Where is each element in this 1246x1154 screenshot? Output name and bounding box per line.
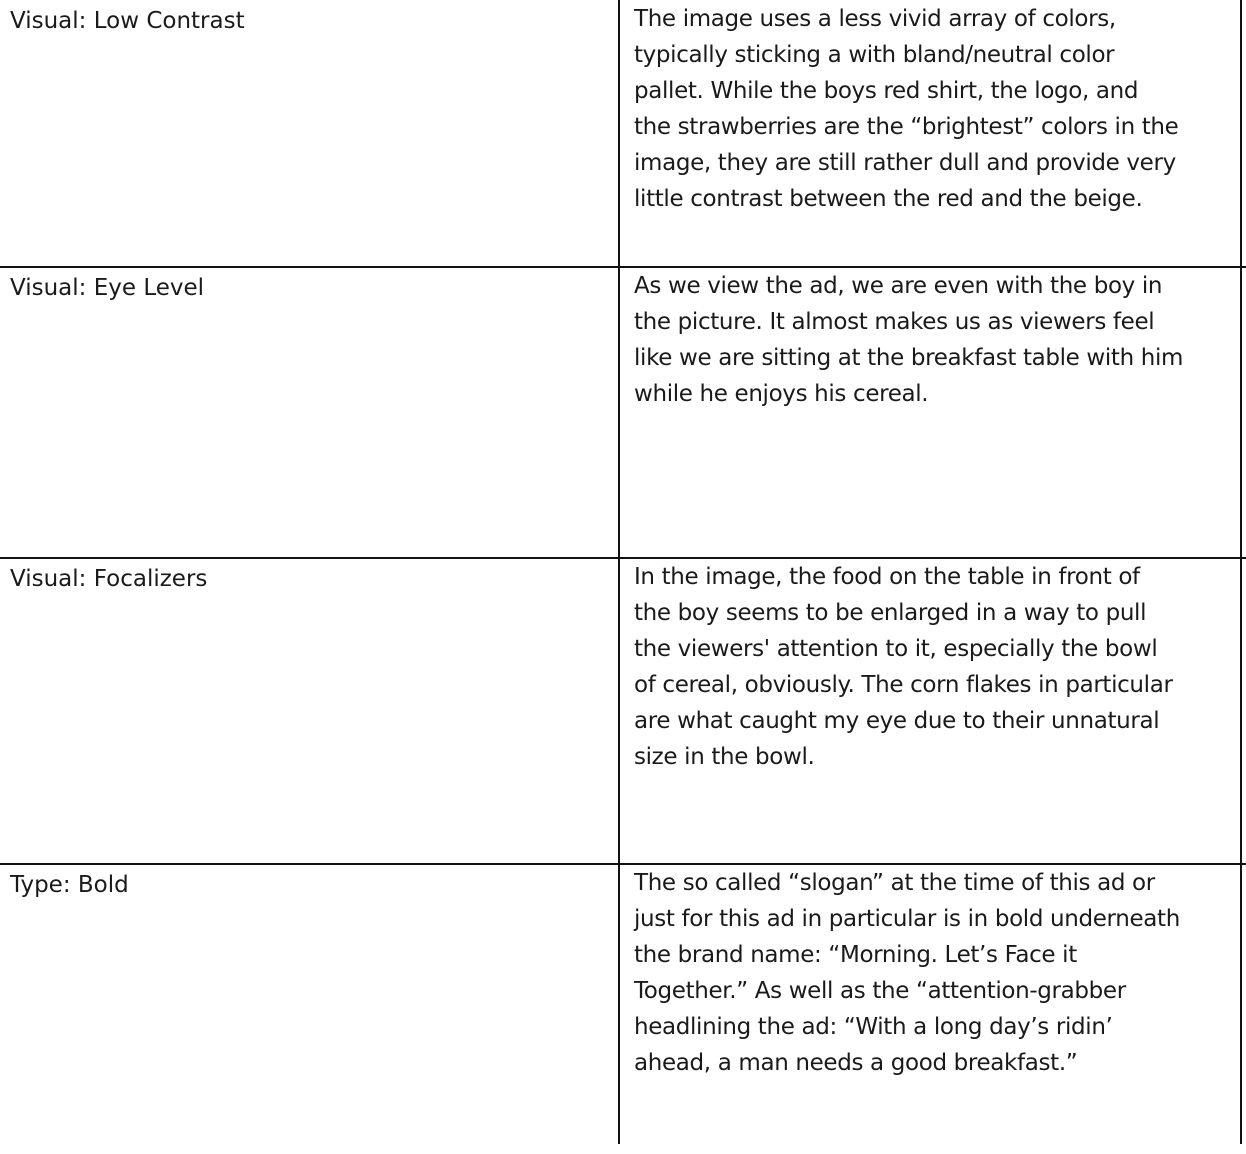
row-description: The so called “slogan” at the time of this ad or just for this ad in particular is in bold underneath the brand name: “Morning. Let’s Face it Together.” As well as the “attention-grabber headlining the ad: “With a long day’s ridin’ ahead, a man needs a good breakfast.” bbox=[634, 870, 1180, 1076]
row-label: Type: Bold bbox=[10, 872, 129, 898]
table-row bbox=[0, 558, 1246, 864]
table-row bbox=[0, 267, 1246, 558]
row-label: Visual: Eye Level bbox=[10, 275, 205, 301]
row-divider bbox=[0, 863, 1246, 865]
row-divider bbox=[0, 557, 1246, 559]
column-divider bbox=[618, 0, 620, 1144]
table-row bbox=[0, 0, 1246, 267]
table-row bbox=[0, 864, 1246, 1154]
row-divider bbox=[0, 266, 1246, 268]
row-description: The image uses a less vivid array of colors, typically sticking a with bland/neutral color pallet. While the boys red shirt, the logo, and the strawberries are the “brightest” colors in the image, they are still rather dull and provide very little contrast between the red and the beige. bbox=[634, 6, 1179, 212]
row-label: Visual: Focalizers bbox=[10, 566, 208, 592]
table-right-border bbox=[1240, 0, 1242, 1144]
row-label: Visual: Low Contrast bbox=[10, 8, 245, 34]
row-description: In the image, the food on the table in front of the boy seems to be enlarged in a way to pull the viewers' attention to it, especially the bowl of cereal, obviously. The corn flakes in particular are what caught my eye due to their unnatural size in the bowl. bbox=[634, 564, 1173, 770]
row-description: As we view the ad, we are even with the boy in the picture. It almost makes us as viewers feel like we are sitting at the breakfast table with him while he enjoys his cereal. bbox=[634, 273, 1184, 407]
